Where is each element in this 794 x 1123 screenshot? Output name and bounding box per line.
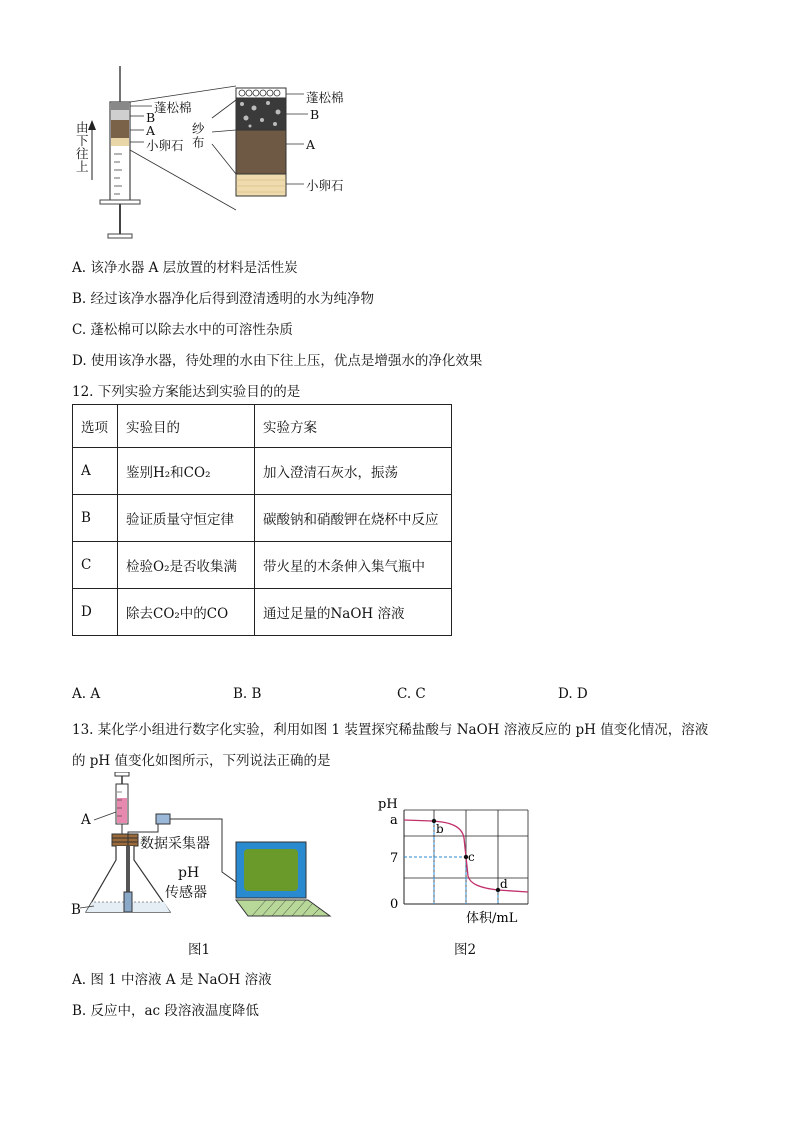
label-b: b — [436, 822, 444, 836]
table-row — [73, 542, 452, 589]
q13-option-a: A. 图 1 中溶液 A 是 NaOH 溶液 — [72, 972, 272, 988]
cell-purpose: 除去CO₂中的CO — [118, 589, 255, 636]
table-row — [73, 448, 452, 495]
header-plan: 实验方案 — [255, 405, 452, 448]
q13-stem-line2: 的 pH 值变化如图所示，下列说法正确的是 — [72, 753, 331, 769]
cell-option: A — [73, 448, 118, 495]
x-axis-label: 体积/mL — [466, 911, 518, 926]
q11-option-b: B. 经过该净水器净化后得到澄清透明的水为纯净物 — [72, 291, 375, 307]
table-row — [73, 589, 452, 636]
cell-option: C — [73, 542, 118, 589]
cotton-label-left: 蓬松棉 — [154, 100, 192, 115]
upward-label: 由下往上 — [76, 120, 89, 174]
q11-option-c: C. 蓬松棉可以除去水中的可溶性杂质 — [72, 322, 293, 338]
table-row — [73, 495, 452, 542]
cell-plan: 加入澄清石灰水，振荡 — [255, 448, 452, 495]
pebble-label-right: 小卵石 — [306, 178, 344, 193]
table-header-row — [73, 405, 452, 448]
fig1-caption: 图1 — [188, 942, 211, 958]
tick-0: 0 — [390, 897, 399, 912]
cell-plan: 碳酸钠和硝酸钾在烧杯中反应 — [255, 495, 452, 542]
cell-plan: 通过足量的NaOH 溶液 — [255, 589, 452, 636]
label-d: d — [500, 877, 508, 891]
fig1-collector-label: 数据采集器 — [140, 836, 210, 852]
q13-option-b: B. 反应中，ac 段溶液温度降低 — [72, 1003, 259, 1019]
cotton-label-right: 蓬松棉 — [306, 90, 344, 105]
fig2-caption: 图2 — [454, 942, 477, 958]
q11-option-d: D. 使用该净水器，待处理的水由下往上压，优点是增强水的净化效果 — [72, 353, 483, 369]
q12-answer-d: D. D — [558, 686, 588, 702]
cell-option: B — [73, 495, 118, 542]
a-label-right: A — [306, 137, 316, 152]
cell-purpose: 鉴别H₂和CO₂ — [118, 448, 255, 495]
b-label-right: B — [310, 107, 320, 122]
pebble-label-left: 小卵石 — [146, 138, 184, 153]
tick-7: 7 — [390, 851, 399, 866]
tick-a: a — [390, 813, 398, 828]
ph-chart — [370, 796, 540, 926]
fig1-label-b: B — [71, 902, 81, 918]
fig1-ph-label: pH — [178, 865, 200, 881]
q13-stem-line1: 13. 某化学小组进行数字化实验，利用如图 1 装置探究稀盐酸与 NaOH 溶液反应的 pH 值变化情况，溶液 — [72, 722, 709, 738]
cell-plan: 带火星的木条伸入集气瓶中 — [255, 542, 452, 589]
a-label-left: A — [146, 123, 156, 138]
header-purpose: 实验目的 — [118, 405, 255, 448]
fig1-label-a: A — [81, 812, 91, 828]
label-c: c — [468, 850, 475, 864]
cell-option: D — [73, 589, 118, 636]
fig1-sensor-label: 传感器 — [165, 885, 207, 901]
cell-purpose: 验证质量守恒定律 — [118, 495, 255, 542]
q12-answer-b: B. B — [233, 686, 262, 702]
q12-answer-a: A. A — [72, 686, 101, 702]
b-label-left: B — [146, 110, 156, 125]
q11-option-a: A. 该净水器 A 层放置的材料是活性炭 — [72, 260, 298, 276]
header-option: 选项 — [73, 405, 118, 448]
cell-purpose: 检验O₂是否收集满 — [118, 542, 255, 589]
experiment-table — [72, 404, 452, 636]
y-axis-label: pH — [378, 797, 398, 812]
q12-stem: 12. 下列实验方案能达到实验目的的是 — [72, 384, 301, 400]
gauze-label: 纱布 — [192, 121, 205, 150]
q12-answer-c: C. C — [397, 686, 426, 702]
